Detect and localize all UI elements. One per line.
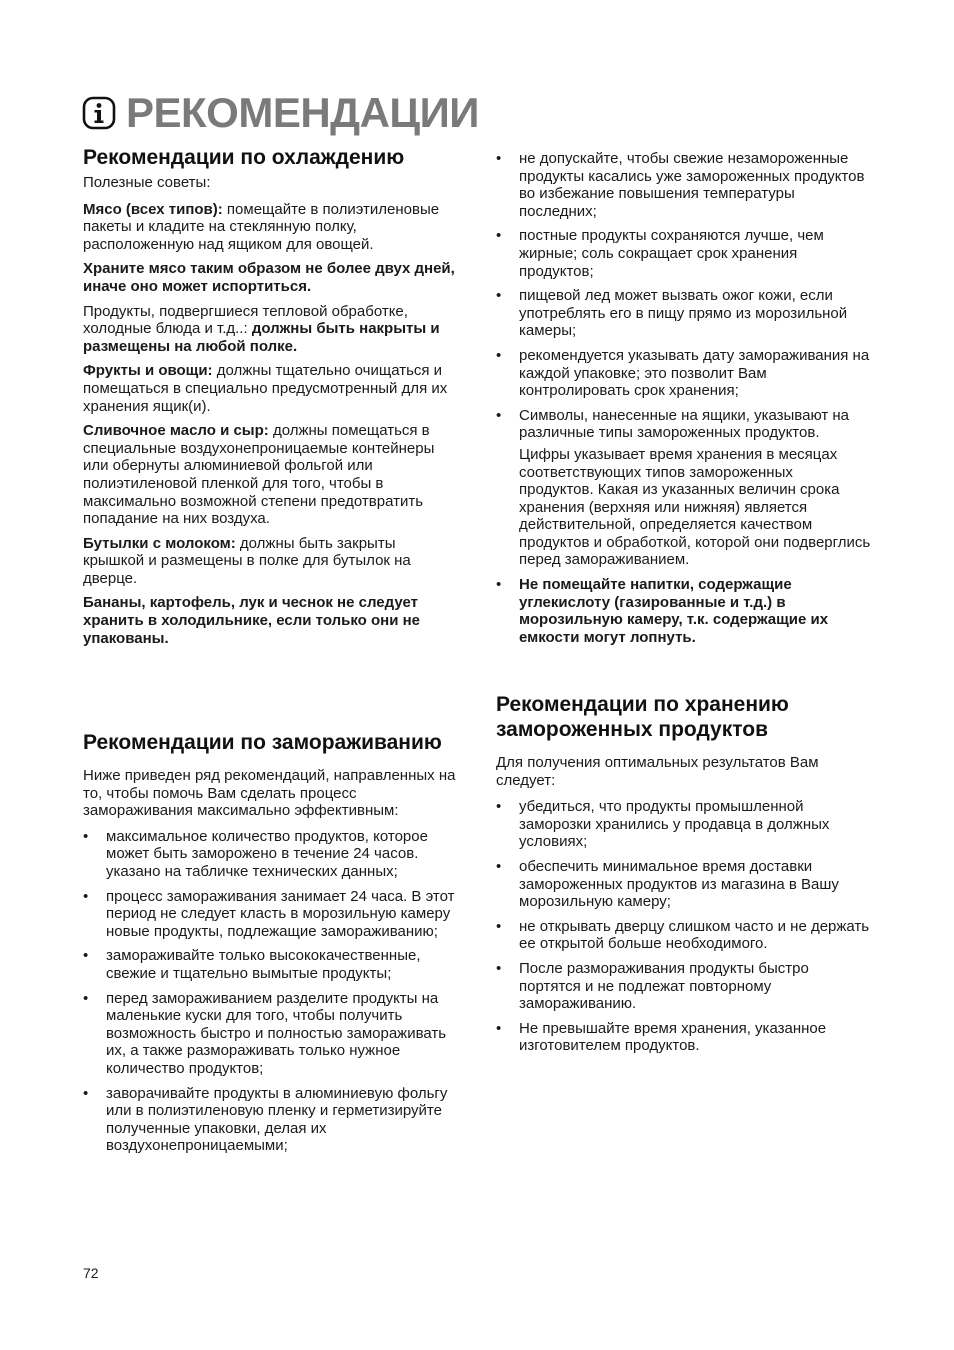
milk-paragraph <box>83 535 458 588</box>
freezing-continued-section <box>496 150 871 653</box>
list-item: • заворачивайте продукты в алюминиевую фольгу или в полиэтиленовую пленку и герметизируйте полученные упаковки, делая их воздухонепроницаемыми; <box>83 1085 458 1155</box>
storage-heading: Рекомендации по хранению замороженных продуктов <box>496 693 789 741</box>
list-item: • не открывать дверцу слишком часто и не держать ее открытой больше необходимого. <box>496 918 871 953</box>
list-item: • рекомендуется указывать дату замораживания на каждой упаковке; это позволит Вам контролировать срок хранения; <box>496 347 871 400</box>
list-item: • максимальное количество продуктов, которое может быть заморожено в течение 24 часов. указано на табличке технических данных; <box>83 828 458 881</box>
butter-label: Сливочное масло и сыр: <box>83 422 269 440</box>
page-title <box>82 88 479 138</box>
meat-warning-text: Храните мясо таким образом не более двух дней, иначе оно может испортиться. <box>83 260 455 295</box>
meat-text: помещайте в полиэтиленовые пакеты и кладите на стеклянную полку, расположенную над ящиком для овощей. <box>83 200 440 253</box>
fruit-paragraph <box>83 362 458 415</box>
page-title-text: РЕКОМЕНДАЦИИ <box>126 89 479 136</box>
list-item: • пищевой лед может вызвать ожог кожи, если употреблять его в пищу прямо из морозильной камеры; <box>496 287 871 340</box>
list-item: • Символы, нанесенные на ящики, указывают на различные типы замороженных продуктов. <box>496 407 871 442</box>
list-item: • замораживайте только высококачественные, свежие и тщательно вымытые продукты; <box>83 947 458 982</box>
storage-list <box>496 798 871 1055</box>
freezing-section <box>83 730 458 1162</box>
fruit-label: Фрукты и овощи: <box>83 362 213 380</box>
list-item: • не допускайте, чтобы свежие незамороженные продукты касались уже замороженных продуктов во избежание повышения температуры последних; <box>496 150 871 220</box>
freezing-list <box>83 828 458 1155</box>
cooked-text: Продукты, подвергшиеся тепловой обработке, холодные блюда и т.д..: <box>83 302 408 338</box>
freezing-intro: Ниже приведен ряд рекомендаций, направленных на то, чтобы помочь Вам сделать процесс замораживания максимально эффективным: <box>83 767 456 820</box>
list-item: • Не превышайте время хранения, указанное изготовителем продуктов. <box>496 1020 871 1055</box>
milk-text: должны быть закрыты крышкой и размещены в полке для бутылок на дверце. <box>83 534 411 587</box>
cooling-heading: Рекомендации по охлаждению <box>83 146 405 169</box>
carbonated-warning: Не помещайте напитки, содержащие углекислоту (газированные и т.д.) в морозильную камеру, т.к. содержащие их емкости могут лопнуть. <box>519 576 829 646</box>
cooked-label: должны быть накрыты и размещены на любой полке. <box>83 320 440 355</box>
freezing-continued-list <box>496 150 871 442</box>
meat-label: Мясо (всех типов): <box>83 200 223 218</box>
meat-warning <box>83 260 458 295</box>
milk-label: Бутылки с молоком: <box>83 534 236 552</box>
cooling-section <box>83 145 458 654</box>
freezing-warning-list <box>496 576 871 646</box>
storage-intro: Для получения оптимальных результатов Вам следует: <box>496 754 819 789</box>
freezing-heading: Рекомендации по замораживанию <box>83 731 442 754</box>
bananas-text: Бананы, картофель, лук и чеснок не следует хранить в холодильнике, если только они не упакованы. <box>83 594 421 647</box>
fruit-text: должны тщательно очищаться и помещаться в специально предусмотренный для их хранения ящик(и). <box>83 362 448 415</box>
list-item: • постные продукты сохраняются лучше, чем жирные; соль сокращает срок хранения продуктов; <box>496 227 871 280</box>
list-item: • процесс замораживания занимает 24 часа. В этот период не следует класть в морозильную камеру новые продукты, подлежащие замораживанию; <box>83 888 458 941</box>
list-item: • убедиться, что продукты промышленной заморозки хранились у продавца в должных условиях; <box>496 798 871 851</box>
meat-paragraph <box>83 201 458 254</box>
page-number: 72 <box>83 1265 99 1281</box>
symbols-note: Цифры указывает время хранения в месяцах соответствующих типов замороженных продуктов. Какая из указанных величин срока хранения (верхняя или нижняя) является действительной, определяется качеством продуктов и обработкой, которой они подверглись перед замораживанием. <box>519 445 871 569</box>
list-item: • перед замораживанием разделите продукты на маленькие куски для того, чтобы получить возможность быстро и полностью замораживать их, а также размораживать только нужное количество продуктов; <box>83 990 458 1078</box>
list-item <box>496 576 871 646</box>
cooked-paragraph <box>83 303 458 356</box>
info-icon <box>82 96 116 130</box>
list-item: • обеспечить минимальное время доставки замороженных продуктов из магазина в Вашу морозильную камеру; <box>496 858 871 911</box>
butter-text: должны помещаться в специальные воздухонепроницаемые контейнеры или обернуты алюминиевой фольгой или полиэтиленовой пленкой для того, чтобы в максимально возможной степени предотвратить попадание на них воздуха. <box>83 422 435 528</box>
list-item: • После размораживания продукты быстро портятся и не подлежат повторному замораживанию. <box>496 960 871 1013</box>
bananas-paragraph <box>83 594 458 647</box>
storage-section <box>496 692 871 1062</box>
butter-paragraph <box>83 422 458 528</box>
cooling-intro: Полезные советы: <box>83 174 211 191</box>
